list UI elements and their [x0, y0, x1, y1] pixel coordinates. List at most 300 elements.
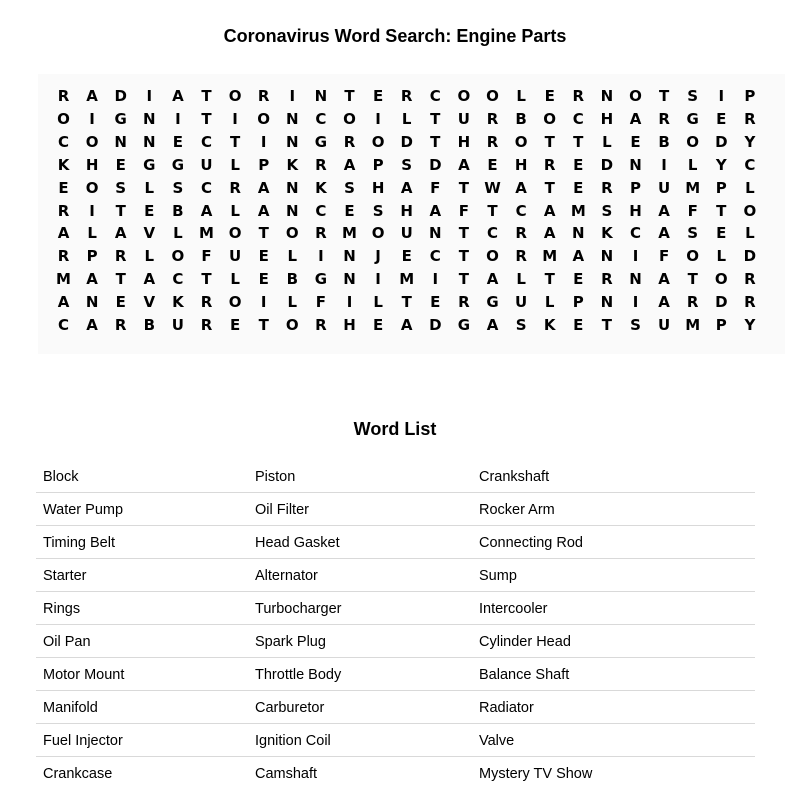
grid-letter: I — [718, 87, 725, 105]
grid-letter: I — [89, 109, 95, 128]
grid-letter: P — [572, 293, 584, 312]
word-list-item: Intercooler — [479, 601, 548, 617]
grid-letter: R — [57, 201, 70, 220]
grid-letter: T — [430, 132, 441, 151]
grid-letter: O — [285, 316, 299, 334]
grid-letter: U — [658, 316, 671, 334]
grid-letter: D — [715, 293, 728, 312]
grid-letter: S — [401, 155, 413, 174]
grid-letter: E — [258, 247, 269, 266]
word-list-item: Oil Pan — [43, 634, 91, 650]
grid-letter: A — [86, 316, 98, 334]
grid-letter: O — [371, 132, 385, 151]
grid-letter: N — [85, 293, 99, 312]
grid-letter: H — [85, 155, 99, 174]
grid-letter: A — [257, 201, 270, 220]
grid-letter: T — [487, 201, 498, 220]
grid-letter: F — [201, 247, 212, 266]
grid-letter: A — [400, 178, 413, 197]
grid-letter: U — [658, 178, 671, 197]
grid-letter: E — [573, 155, 584, 174]
grid-letter: U — [400, 224, 413, 243]
grid-letter: T — [258, 316, 269, 334]
grid-letter: T — [458, 224, 469, 243]
grid-letter: I — [260, 132, 267, 151]
grid-letter: A — [200, 201, 213, 220]
grid-letter: S — [172, 178, 184, 197]
grid-letter: D — [429, 155, 442, 174]
grid-letter: R — [400, 87, 413, 105]
grid-row — [38, 222, 785, 244]
grid-letter: E — [115, 155, 126, 174]
grid-letter: L — [287, 247, 298, 266]
grid-letter: F — [315, 293, 327, 312]
grid-letter: C — [486, 224, 498, 243]
grid-letter: R — [114, 316, 127, 334]
grid-letter: R — [601, 270, 613, 289]
word-list-row — [36, 658, 755, 691]
grid-letter: A — [57, 293, 70, 312]
grid-letter: N — [600, 293, 614, 312]
grid-letter: L — [716, 247, 727, 266]
grid-letter: D — [114, 87, 127, 105]
word-list-item: Connecting Rod — [479, 535, 583, 551]
grid-letter: C — [515, 201, 527, 220]
grid-letter: P — [715, 178, 727, 197]
grid-letter: J — [375, 247, 381, 266]
grid-letter: O — [486, 247, 499, 266]
grid-letter: M — [542, 247, 558, 266]
grid-letter: A — [343, 155, 356, 174]
word-list-item: Rings — [43, 601, 81, 617]
grid-letter: I — [289, 87, 296, 105]
grid-letter: O — [486, 87, 499, 105]
word-list-item: Alternator — [255, 568, 318, 584]
grid-letter: L — [602, 132, 612, 151]
grid-letter: E — [144, 201, 155, 220]
grid-letter: I — [432, 270, 439, 289]
word-list-item: Head Gasket — [255, 535, 340, 551]
grid-letter: I — [661, 155, 667, 174]
word-list-row — [36, 526, 755, 559]
grid-letter: R — [343, 132, 356, 151]
grid-letter: A — [543, 201, 556, 220]
grid-letter: E — [258, 270, 269, 289]
grid-letter: R — [744, 293, 756, 312]
grid-letter: O — [228, 293, 242, 312]
grid-letter: E — [372, 87, 384, 105]
grid-letter: M — [685, 178, 701, 197]
grid-letter: A — [658, 293, 670, 312]
grid-letter: K — [601, 224, 613, 243]
grid-row — [38, 268, 785, 290]
grid-letter: I — [318, 247, 324, 266]
grid-letter: A — [114, 224, 127, 243]
grid-letter: L — [516, 270, 526, 289]
grid-letter: S — [115, 178, 127, 197]
grid-letter: L — [230, 270, 240, 289]
grid-letter: A — [658, 270, 670, 289]
grid-letter: S — [687, 224, 699, 243]
word-list-item: Cylinder Head — [479, 634, 571, 650]
word-list-item: Radiator — [479, 700, 534, 716]
word-list-row — [36, 625, 755, 658]
grid-letter: S — [630, 316, 641, 334]
word-search-grid — [38, 74, 785, 354]
grid-letter: O — [743, 201, 757, 220]
word-list-row — [36, 592, 755, 625]
word-list-item: Piston — [255, 469, 296, 485]
grid-letter: Y — [744, 316, 756, 334]
grid-letter: E — [344, 201, 355, 220]
grid-letter: Y — [744, 132, 756, 151]
word-list-item: Crankcase — [43, 766, 113, 782]
grid-letter: O — [686, 247, 700, 266]
grid-letter: N — [286, 132, 299, 151]
grid-letter: T — [658, 87, 670, 105]
grid-letter: E — [716, 109, 727, 128]
grid-letter: E — [229, 316, 241, 334]
grid-letter: G — [314, 132, 328, 151]
word-list-row — [36, 757, 755, 790]
grid-letter: O — [85, 178, 99, 197]
grid-letter: R — [57, 247, 70, 266]
word-list-item: Oil Filter — [255, 502, 309, 518]
grid-letter: N — [286, 109, 299, 128]
grid-letter: A — [486, 316, 499, 334]
grid-letter: H — [457, 132, 471, 151]
grid-letter: R — [315, 224, 327, 243]
grid-letter: C — [57, 132, 69, 151]
grid-letter: N — [314, 87, 328, 105]
grid-letter: D — [743, 247, 757, 266]
grid-letter: T — [201, 87, 212, 105]
grid-letter: L — [144, 178, 155, 197]
grid-letter: K — [57, 155, 70, 174]
word-list-table — [36, 460, 755, 790]
word-list-item: Throttle Body — [255, 667, 342, 683]
grid-letter: R — [744, 109, 756, 128]
grid-letter: F — [687, 201, 698, 220]
grid-letter: N — [629, 270, 642, 289]
grid-letter: N — [143, 109, 156, 128]
word-list-item: Carburetor — [255, 700, 325, 716]
grid-letter: F — [658, 247, 670, 266]
grid-letter: R — [315, 155, 327, 174]
grid-letter: K — [286, 155, 299, 174]
grid-letter: T — [573, 132, 584, 151]
grid-letter: B — [172, 201, 184, 220]
word-list-item: Camshaft — [255, 766, 318, 782]
grid-letter: R — [486, 109, 499, 128]
grid-letter: W — [484, 178, 501, 197]
grid-row — [38, 108, 785, 130]
grid-letter: S — [687, 87, 699, 105]
grid-letter: A — [572, 247, 585, 266]
grid-letter: H — [400, 201, 413, 220]
grid-letter: G — [486, 293, 499, 312]
grid-row — [38, 177, 785, 199]
grid-letter: I — [632, 247, 639, 266]
grid-letter: L — [687, 155, 698, 174]
grid-letter: S — [601, 201, 613, 220]
grid-letter: E — [573, 178, 584, 197]
word-list-row — [36, 691, 755, 724]
grid-letter: L — [87, 224, 97, 243]
grid-letter: A — [629, 109, 642, 128]
grid-letter: D — [400, 132, 413, 151]
grid-letter: S — [515, 316, 527, 334]
grid-letter: L — [745, 178, 755, 197]
grid-letter: T — [687, 270, 698, 289]
grid-letter: C — [57, 316, 69, 334]
grid-letter: A — [400, 316, 413, 334]
grid-letter: T — [229, 132, 241, 151]
grid-letter: O — [171, 247, 185, 266]
grid-letter: E — [372, 316, 384, 334]
grid-letter: A — [143, 270, 156, 289]
grid-letter: H — [371, 178, 385, 197]
grid-letter: N — [629, 155, 642, 174]
grid-letter: P — [86, 247, 98, 266]
grid-letter: E — [401, 247, 412, 266]
grid-letter: M — [342, 224, 357, 243]
grid-letter: N — [429, 224, 442, 243]
grid-letter: T — [344, 87, 355, 105]
grid-letter: C — [429, 87, 441, 105]
grid-letter: U — [229, 247, 242, 266]
word-list-row — [36, 460, 755, 493]
grid-letter: I — [346, 293, 353, 312]
grid-letter: T — [601, 316, 612, 334]
word-list-title: Word List — [353, 419, 437, 439]
grid-letter: H — [514, 155, 528, 174]
grid-letter: K — [315, 178, 327, 197]
grid-letter: E — [573, 270, 584, 289]
grid-letter: B — [286, 270, 299, 289]
grid-letter: K — [172, 293, 184, 312]
grid-letter: E — [115, 293, 126, 312]
grid-letter: L — [230, 155, 240, 174]
grid-letter: D — [715, 132, 728, 151]
grid-letter: N — [286, 201, 299, 220]
grid-letter: U — [200, 155, 213, 174]
word-list-item: Mystery TV Show — [479, 766, 593, 782]
grid-letter: O — [285, 224, 299, 243]
grid-letter: N — [343, 247, 356, 266]
word-list-item: Motor Mount — [43, 667, 125, 683]
grid-letter: O — [228, 87, 242, 105]
grid-letter: P — [715, 316, 727, 334]
grid-letter: A — [86, 270, 98, 289]
grid-letter: M — [199, 224, 214, 243]
grid-letter: A — [172, 87, 184, 105]
grid-letter: R — [486, 132, 499, 151]
grid-row — [38, 245, 785, 267]
grid-letter: B — [515, 109, 527, 128]
grid-letter: I — [146, 87, 153, 105]
grid-letter: T — [716, 201, 727, 220]
grid-letter: I — [260, 293, 267, 312]
word-list-item: Manifold — [43, 700, 98, 716]
grid-letter: R — [515, 224, 527, 243]
grid-letter: B — [143, 316, 156, 334]
grid-letter: A — [257, 178, 270, 197]
grid-letter: M — [570, 201, 586, 220]
grid-row — [38, 314, 785, 336]
grid-letter: R — [57, 87, 70, 105]
word-list-item: Starter — [43, 568, 87, 584]
word-list-row — [36, 559, 755, 592]
grid-letter: C — [200, 132, 212, 151]
grid-row — [38, 131, 785, 153]
grid-letter: R — [257, 87, 270, 105]
grid-letter: S — [344, 178, 355, 197]
grid-row — [38, 154, 785, 176]
grid-letter: P — [630, 178, 641, 197]
grid-letter: L — [544, 293, 555, 312]
grid-row — [38, 291, 785, 313]
grid-letter: T — [544, 270, 555, 289]
grid-letter: R — [515, 247, 527, 266]
grid-letter: O — [57, 109, 70, 128]
word-list-item: Water Pump — [43, 502, 124, 518]
grid-letter: L — [230, 201, 240, 220]
grid-letter: A — [486, 270, 499, 289]
grid-letter: O — [629, 87, 642, 105]
grid-letter: L — [373, 293, 383, 312]
grid-letter: E — [430, 293, 441, 312]
grid-letter: O — [714, 270, 728, 289]
word-list-item: Fuel Injector — [43, 733, 123, 749]
grid-letter: T — [201, 270, 212, 289]
grid-letter: N — [343, 270, 356, 289]
grid-letter: L — [173, 224, 183, 243]
grid-row — [38, 200, 785, 222]
grid-letter: D — [429, 316, 442, 334]
grid-letter: T — [458, 178, 469, 197]
grid-letter: T — [544, 178, 555, 197]
grid-letter: G — [314, 270, 328, 289]
grid-letter: N — [286, 178, 299, 197]
grid-letter: O — [257, 109, 271, 128]
grid-letter: R — [200, 316, 213, 334]
grid-letter: R — [601, 178, 613, 197]
grid-letter: A — [57, 224, 70, 243]
grid-letter: O — [686, 132, 700, 151]
grid-letter: N — [572, 224, 585, 243]
grid-letter: C — [200, 178, 212, 197]
grid-letter: P — [258, 155, 270, 174]
word-list-row — [36, 724, 755, 757]
grid-letter: H — [343, 316, 356, 334]
grid-letter: G — [171, 155, 185, 174]
grid-letter: Y — [715, 155, 727, 174]
grid-letter: T — [201, 109, 212, 128]
grid-letter: E — [58, 178, 69, 197]
grid-letter: A — [658, 201, 670, 220]
grid-letter: G — [114, 109, 127, 128]
grid-letter: O — [543, 109, 557, 128]
grid-letter: T — [115, 201, 126, 220]
word-list-item: Spark Plug — [255, 634, 326, 650]
grid-letter: T — [258, 224, 269, 243]
grid-letter: C — [315, 109, 327, 128]
grid-row — [38, 85, 785, 107]
grid-letter: M — [56, 270, 71, 289]
grid-letter: T — [544, 132, 555, 151]
word-list-item: Rocker Arm — [479, 502, 555, 518]
grid-letter: A — [429, 201, 442, 220]
grid-letter: E — [573, 316, 584, 334]
grid-letter: T — [401, 293, 412, 312]
grid-letter: R — [315, 316, 327, 334]
grid-letter: E — [716, 224, 727, 243]
grid-letter: R — [114, 247, 127, 266]
grid-letter: T — [458, 247, 469, 266]
grid-letter: B — [658, 132, 670, 151]
grid-letter: I — [89, 201, 95, 220]
grid-letter: N — [600, 87, 614, 105]
grid-letter: N — [600, 247, 614, 266]
grid-letter: C — [629, 224, 641, 243]
grid-letter: A — [458, 155, 470, 174]
grid-letter: G — [143, 155, 156, 174]
grid-letter: U — [457, 109, 470, 128]
grid-letter: U — [171, 316, 184, 334]
grid-letter: N — [114, 132, 127, 151]
word-list-item: Turbocharger — [255, 601, 342, 617]
grid-letter: I — [632, 293, 639, 312]
word-list-item: Crankshaft — [479, 469, 550, 485]
grid-letter: C — [744, 155, 756, 174]
grid-letter: E — [630, 132, 641, 151]
grid-letter: M — [685, 316, 701, 334]
grid-letter: A — [658, 224, 670, 243]
grid-letter: A — [515, 178, 527, 197]
grid-letter: T — [115, 270, 126, 289]
grid-letter: L — [516, 87, 526, 105]
grid-letter: E — [544, 87, 555, 105]
grid-letter: S — [372, 201, 384, 220]
grid-letter: G — [686, 109, 699, 128]
grid-letter: I — [175, 109, 181, 128]
grid-letter: R — [686, 293, 699, 312]
grid-letter: F — [458, 201, 470, 220]
grid-letter: R — [572, 87, 585, 105]
grid-letter: I — [232, 109, 238, 128]
grid-letter: R — [543, 155, 556, 174]
grid-letter: O — [457, 87, 471, 105]
grid-letter: P — [744, 87, 756, 105]
grid-letter: R — [229, 178, 241, 197]
grid-letter: V — [143, 293, 156, 312]
grid-letter: E — [172, 132, 184, 151]
word-list-item: Ignition Coil — [255, 733, 331, 749]
grid-letter: O — [371, 224, 385, 243]
grid-letter: L — [401, 109, 412, 128]
grid-letter: P — [372, 155, 384, 174]
grid-letter: C — [572, 109, 584, 128]
grid-letter: O — [228, 224, 242, 243]
grid-letter: L — [144, 247, 155, 266]
grid-letter: O — [343, 109, 356, 128]
grid-letter: K — [543, 316, 556, 334]
word-list-row — [36, 493, 755, 526]
word-list-item: Balance Shaft — [479, 667, 570, 683]
grid-letter: A — [543, 224, 556, 243]
page-title: Coronavirus Word Search: Engine Parts — [223, 26, 567, 46]
